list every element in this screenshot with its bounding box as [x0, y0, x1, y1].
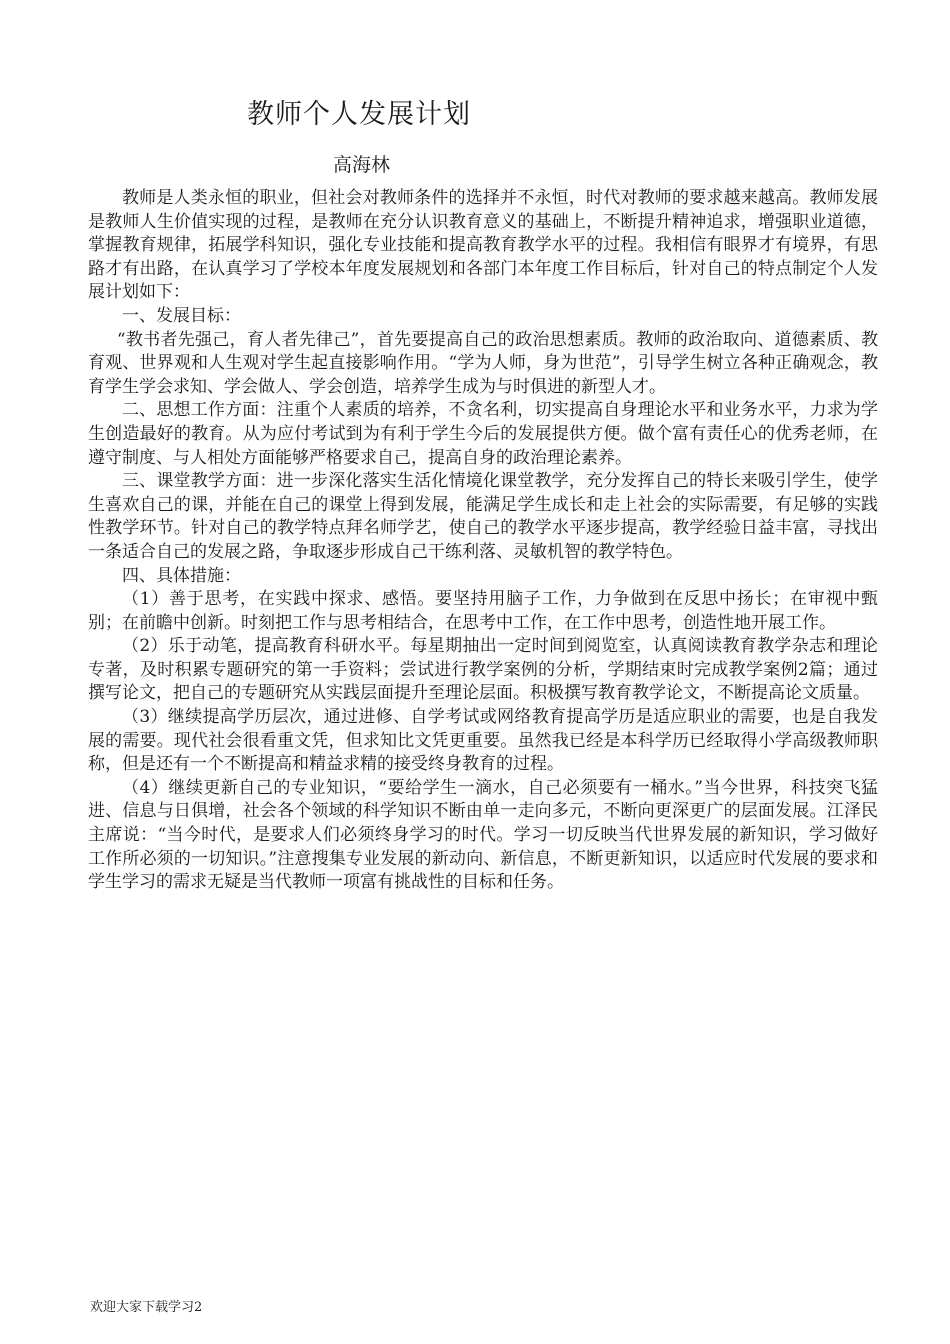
document-title: 教师个人发展计划 [247, 99, 471, 130]
measure-3-paragraph: （3）继续提高学历层次，通过进修、自学考试或网络教育提高学历是适应职业的需要，也是自我发展的需要。现代社会很看重文凭，但求知比文凭更重要。虽然我已经是本科学历已经取得小学高级教师职称，但是还有一个不断提高和精益求精的接受终身教育的过程。 [88, 707, 878, 775]
page-footer: 欢迎大家下载学习2 [90, 1300, 203, 1315]
document-author: 高海林 [333, 154, 391, 176]
intro-paragraph: 教师是人类永恒的职业，但社会对教师条件的选择并不永恒，时代对教师的要求越来越高。教师发展是教师人生价值实现的过程，是教师在充分认识教育意义的基础上，不断提升精神追求，增强职业道德，掌握教育规律，拓展学科知识，强化专业技能和提高教育教学水平的过程。我相信有眼界才有境界，有思路才有出路，在认真学习了学校本年度发展规划和各部门本年度工作目标后，针对自己的特点制定个人发展计划如下： [88, 188, 878, 303]
goals-paragraph: “教书者先强己，育人者先律己”，首先要提高自己的政治思想素质。教师的政治取向、道德素质、教育观、世界观和人生观对学生起直接影响作用。“学为人师，身为世范”，引导学生树立各种正确观念，教育学生学会求知、学会做人、学会创造，培养学生成为与时俱进的新型人才。 [88, 329, 878, 397]
thought-work-paragraph: 二、思想工作方面：注重个人素质的培养，不贪名利，切实提高自身理论水平和业务水平，力求为学生创造最好的教育。从为应付考试到为有利于学生今后的发展提供方便。做个富有责任心的优秀老师，在遵守制度、与人相处方面能够严格要求自己，提高自身的政治理论素养。 [88, 400, 878, 468]
measure-2-paragraph: （2）乐于动笔，提高教育科研水平。每星期抽出一定时间到阅览室，认真阅读教育教学杂志和理论专著，及时积累专题研究的第一手资料；尝试进行教学案例的分析，学期结束时完成教学案例2篇；通过撰写论文，把自己的专题研究从实践层面提升至理论层面。积极撰写教育教学论文，不断提高论文质量。 [88, 636, 878, 704]
section-heading-goals: 一、发展目标： [122, 305, 241, 326]
section-heading-measures: 四、具体措施： [122, 565, 241, 586]
measure-1-paragraph: （1）善于思考，在实践中探求、感悟。要坚持用脑子工作，力争做到在反思中扬长；在审视中甄别；在前瞻中创新。时刻把工作与思考相结合，在思考中工作，在工作中思考，创造性地开展工作。 [88, 589, 878, 633]
classroom-teaching-paragraph: 三、课堂教学方面：进一步深化落实生活化情境化课堂教学，充分发挥自己的特长来吸引学生，使学生喜欢自己的课，并能在自己的课堂上得到发展，能满足学生成长和走上社会的实际需要，有足够的实践性教学环节。针对自己的教学特点拜名师学艺，使自己的教学水平逐步提高，教学经验日益丰富，寻找出一条适合自己的发展之路，争取逐步形成自己干练利落、灵敏机智的教学特色。 [88, 471, 878, 562]
measure-4-paragraph: （4）继续更新自己的专业知识，“要给学生一滴水，自己必须要有一桶水。”当今世界，科技突飞猛进、信息与日俱增，社会各个领域的科学知识不断由单一走向多元，不断向更深更广的层面发展。江泽民主席说：“当今时代，是要求人们必须终身学习的时代。学习一切反映当代世界发展的新知识，学习做好工作所必须的一切知识。”注意搜集专业发展的新动向、新信息，不断更新知识，以适应时代发展的要求和学生学习的需求无疑是当代教师一项富有挑战性的目标和任务。 [88, 777, 878, 893]
document-body [88, 187, 878, 895]
